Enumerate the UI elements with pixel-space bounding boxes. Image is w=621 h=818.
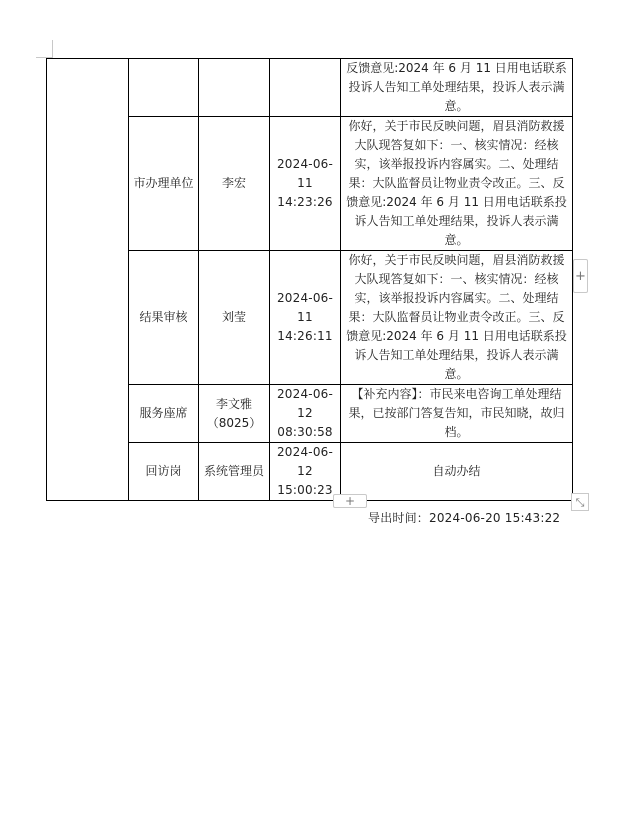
content-cell: 自动办结 bbox=[341, 443, 573, 501]
page-corner-mark-vertical bbox=[52, 40, 53, 58]
time-cell bbox=[270, 59, 341, 117]
export-time bbox=[368, 509, 560, 526]
content-cell: 反馈意见:2024 年 6 月 11 日用电话联系投诉人告知工单处理结果，投诉人表示满意。 bbox=[341, 59, 573, 117]
handler-cell: 李宏 bbox=[199, 117, 270, 251]
role-cell: 结果审核 bbox=[129, 251, 199, 385]
handler-cell: 李文雅（8025） bbox=[199, 385, 270, 443]
role-cell: 回访岗 bbox=[129, 443, 199, 501]
time-cell: 2024-06-12 15:00:23 bbox=[270, 443, 341, 501]
time-cell: 2024-06-11 14:26:11 bbox=[270, 251, 341, 385]
content-cell: 【补充内容】：市民来电咨询工单处理结果，已按部门答复告知，市民知晓，故归档。 bbox=[341, 385, 573, 443]
handler-cell: 刘莹 bbox=[199, 251, 270, 385]
export-time-value: 2024-06-20 15:43:22 bbox=[429, 511, 561, 525]
add-column-button[interactable]: + bbox=[573, 259, 588, 293]
content-cell: 你好，关于市民反映问题，眉县消防救援大队现答复如下：一、核实情况：经核实，该举报投诉内容属实。二、处理结果：大队监督员让物业责令改正。三、反馈意见:2024 年 6 月 11 日用电话联系投诉人告知工单处理结果，投诉人表示满意。 bbox=[341, 117, 573, 251]
table-resize-icon[interactable]: ⤡ bbox=[571, 493, 589, 511]
handler-cell: 系统管理员 bbox=[199, 443, 270, 501]
add-row-button[interactable]: + bbox=[333, 494, 367, 508]
content-cell: 你好，关于市民反映问题，眉县消防救援大队现答复如下：一、核实情况：经核实，该举报投诉内容属实。二、处理结果：大队监督员让物业责令改正。三、反馈意见:2024 年 6 月 11 日用电话联系投诉人告知工单处理结果，投诉人表示满意。 bbox=[341, 251, 573, 385]
role-cell: 服务座席 bbox=[129, 385, 199, 443]
time-cell: 2024-06-12 08:30:58 bbox=[270, 385, 341, 443]
role-cell bbox=[129, 59, 199, 117]
handler-cell bbox=[199, 59, 270, 117]
export-time-label: 导出时间： bbox=[368, 511, 430, 525]
table-row bbox=[47, 59, 573, 117]
role-cell: 市办理单位 bbox=[129, 117, 199, 251]
outer-merged-cell bbox=[47, 59, 129, 501]
time-cell: 2024-06-11 14:23:26 bbox=[270, 117, 341, 251]
work-order-process-table bbox=[46, 58, 573, 501]
